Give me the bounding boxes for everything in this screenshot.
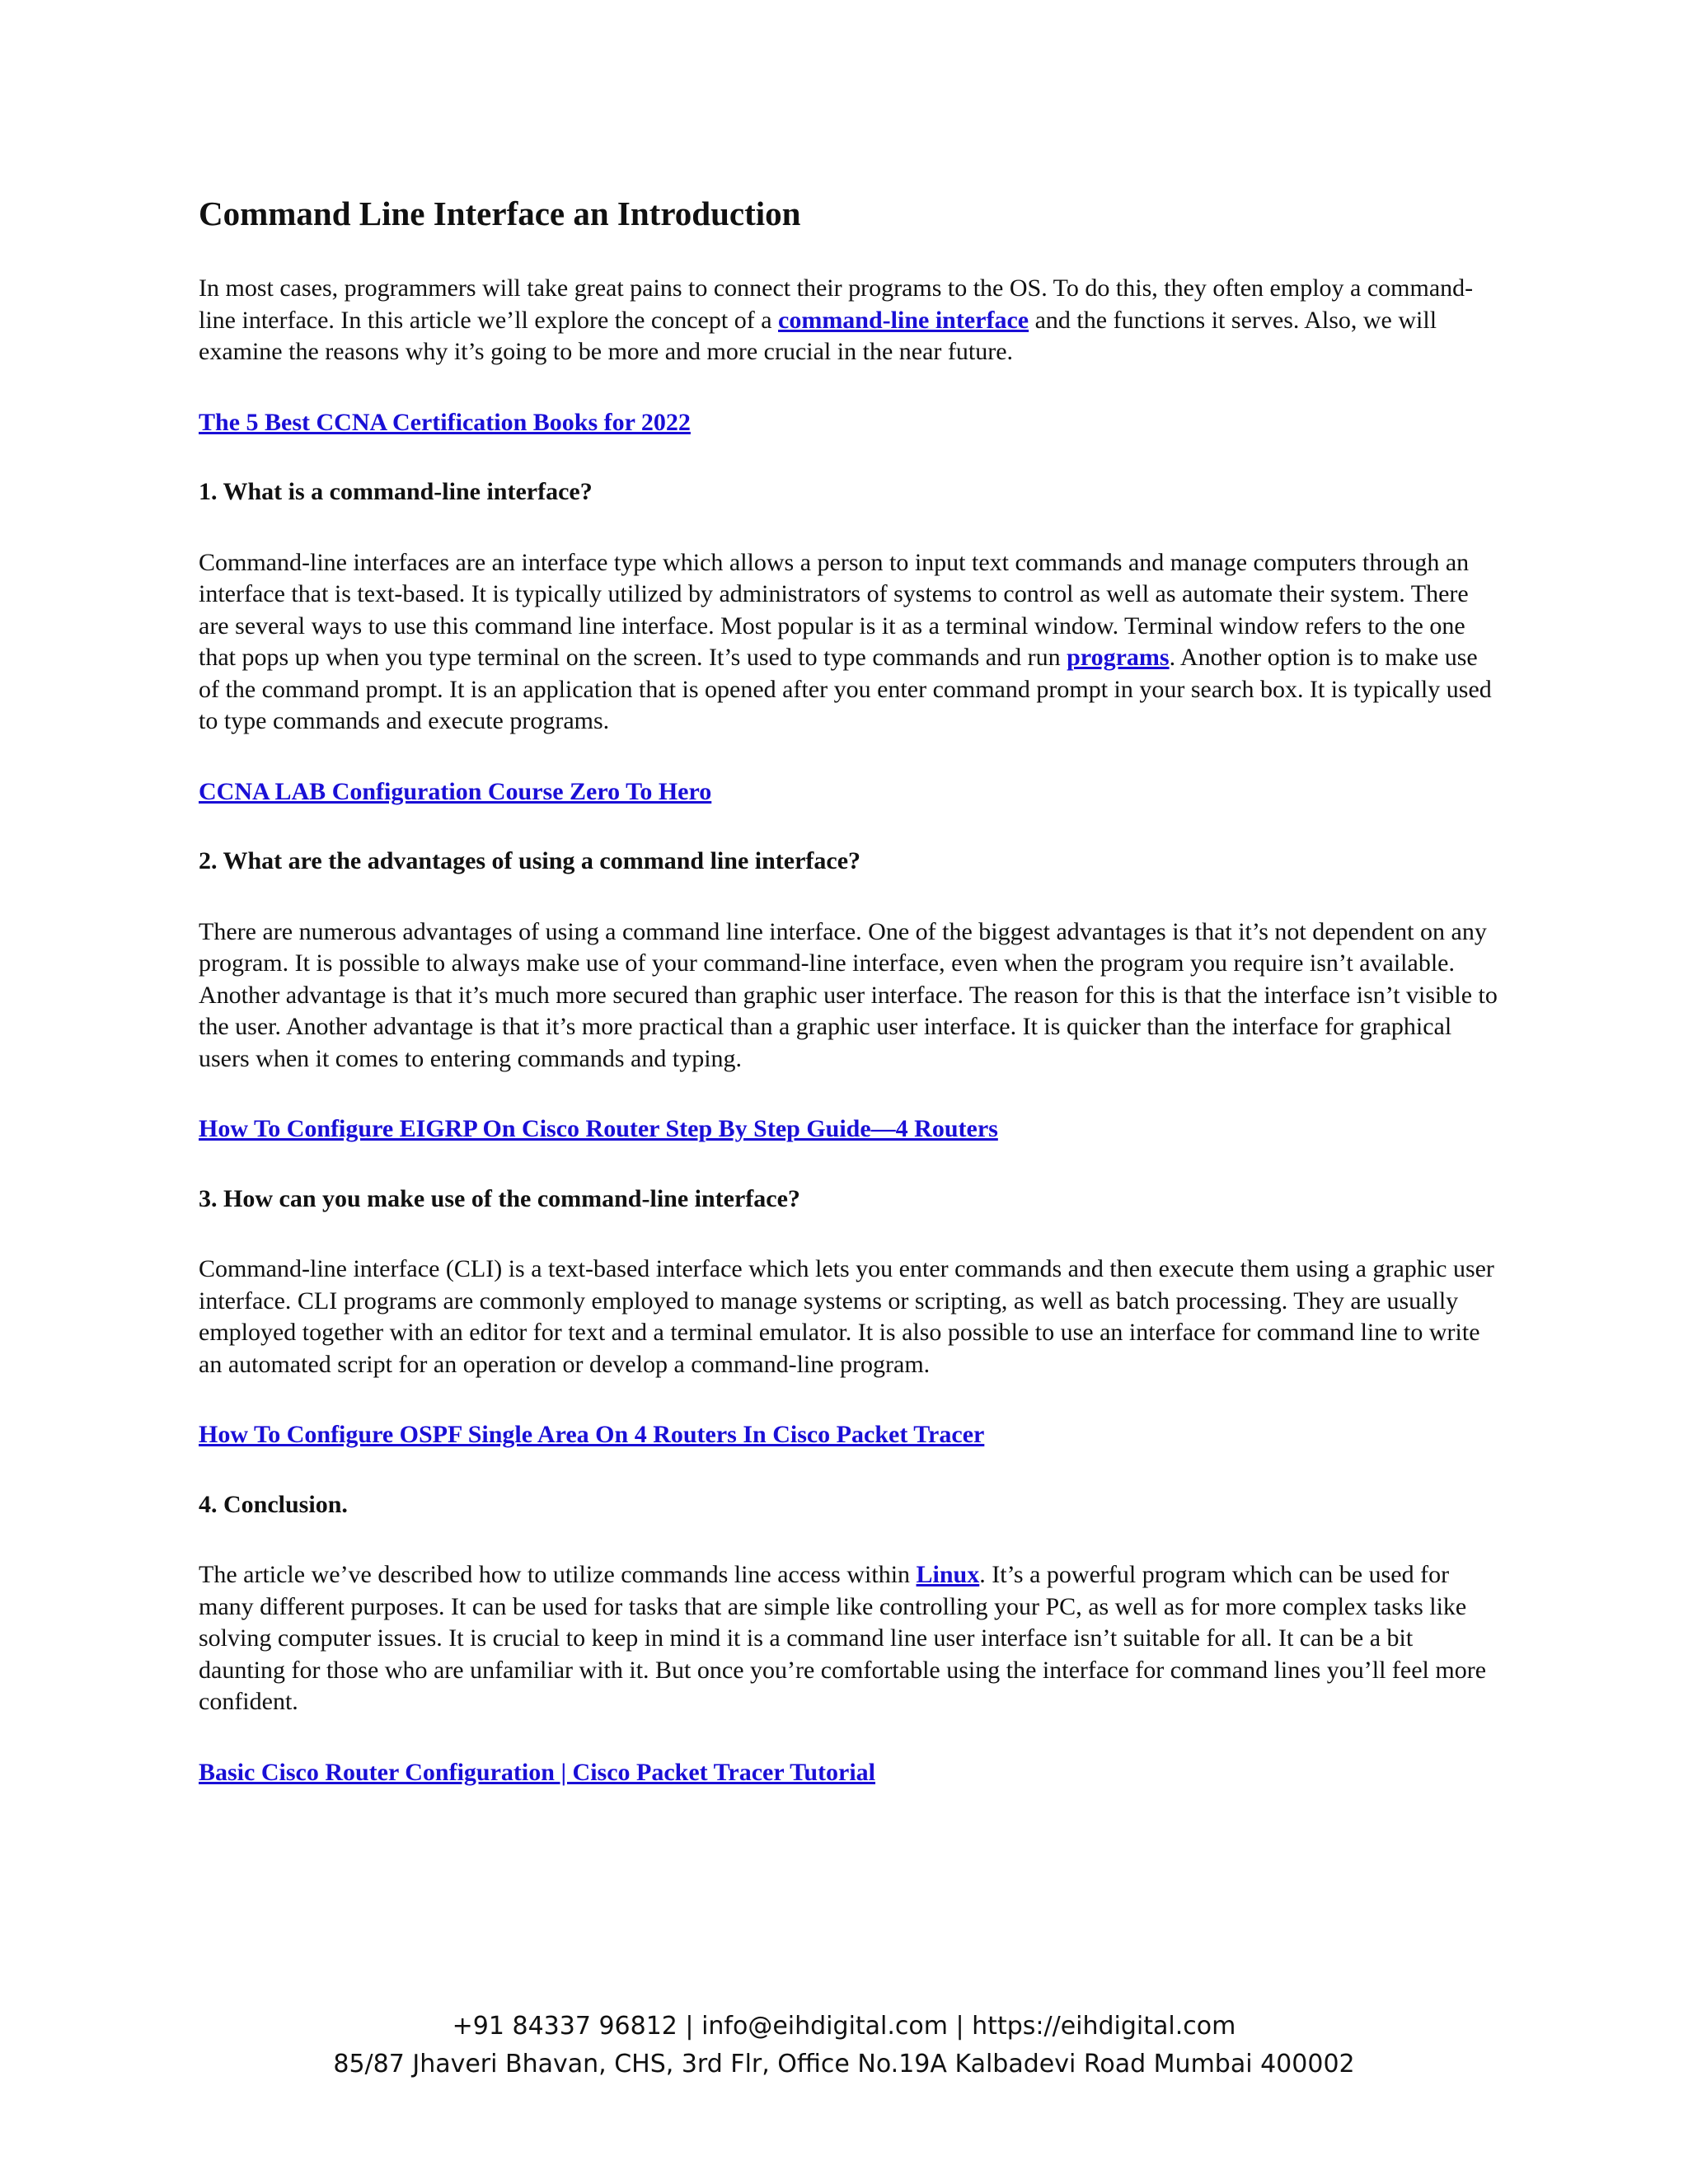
section-heading-4: 4. Conclusion. bbox=[199, 1490, 348, 1518]
intro-text-before: In most cases, programmers will take great pains to connect their programs to the OS. To do this, they often employ a command-line interface. In this article we’ll explore the concept of a bbox=[199, 274, 1474, 334]
section-heading-2: 2. What are the advantages of using a command line interface? bbox=[199, 847, 861, 875]
section-body-4 bbox=[199, 1559, 1501, 1718]
command-line-interface-link[interactable]: command-line interface bbox=[778, 306, 1029, 334]
footer-contact: +91 84337 96812 | info@eihdigital.com | https://eihdigital.com bbox=[452, 2012, 1236, 2041]
router-configuration-link[interactable]: Basic Cisco Router Configuration | Cisco Packet Tracer Tutorial bbox=[199, 1758, 876, 1786]
ccna-lab-course-link[interactable]: CCNA LAB Configuration Course Zero To Hero bbox=[199, 777, 712, 805]
section-1-text-before: Command-line interfaces are an interface type which allows a person to input text commands and manage computers through an interface that is text-based. It is typically utilized by administrators of systems to control as well as automate their system. There are several ways to use this command line interface. Most popular is it as a terminal window. Terminal window refers to the one that pops up when you type terminal on the screen. It’s used to type commands and run bbox=[199, 548, 1470, 672]
section-4-text-before: The article we’ve described how to utilize commands line access within bbox=[199, 1561, 917, 1589]
intro-text-after: and the functions it serves. Also, we will examine the reasons why it’s going to be more and more crucial in the near future. bbox=[199, 306, 1437, 366]
programs-link[interactable]: programs bbox=[1067, 644, 1170, 672]
article bbox=[199, 194, 1501, 1826]
section-4-text-after: . It’s a powerful program which can be used for many different purposes. It can be used for tasks that are simple like controlling your PC, as well as for more complex tasks like solving computer issues. It is crucial to keep in mind it is a command line user interface isn’t suitable for all. It can be a bit daunting for those who are unfamiliar with it. But once you’re comfortable using the interface for command lines you’ll feel more confident. bbox=[199, 1561, 1487, 1716]
section-heading-3: 3. How can you make use of the command-line interface? bbox=[199, 1184, 800, 1212]
ospf-guide-link[interactable]: How To Configure OSPF Single Area On 4 Routers In Cisco Packet Tracer bbox=[199, 1421, 985, 1449]
intro-paragraph bbox=[199, 273, 1501, 368]
page-title: Command Line Interface an Introduction bbox=[199, 194, 801, 232]
related-link-row bbox=[199, 1113, 1501, 1146]
footer-address: 85/87 Jhaveri Bhavan, CHS, 3rd Flr, Office No.19A Kalbadevi Road Mumbai 400002 bbox=[333, 2050, 1355, 2079]
related-link-row bbox=[199, 1419, 1501, 1451]
related-link-row bbox=[199, 776, 1501, 808]
related-link-row bbox=[199, 407, 1501, 439]
section-body-2: There are numerous advantages of using a command line interface. One of the biggest advantages is that it’s not dependent on any program. It is possible to always make use of your command-line interface, even when the program you require isn’t available. Another advantage is that it’s much more secured than graphic user interface. The reason for this is that the interface isn’t visible to the user. Another advantage is that it’s more practical than a graphic user interface. It is quicker than the interface for graphical users when it comes to entering commands and typing. bbox=[199, 917, 1498, 1072]
section-heading-1: 1. What is a command-line interface? bbox=[199, 478, 593, 506]
page-footer bbox=[0, 2008, 1688, 2083]
section-body-1 bbox=[199, 547, 1501, 738]
eigrp-guide-link[interactable]: How To Configure EIGRP On Cisco Router Step By Step Guide—4 Routers bbox=[199, 1115, 998, 1143]
section-1-text-after: . Another option is to make use of the command prompt. It is an application that is opened after you enter command prompt in your search box. It is typically used to type commands and execute programs. bbox=[199, 644, 1492, 735]
related-link-row bbox=[199, 1757, 1501, 1789]
ccna-books-link[interactable]: The 5 Best CCNA Certification Books for 2022 bbox=[199, 408, 691, 436]
section-body-3: Command-line interface (CLI) is a text-based interface which lets you enter commands and then execute them using a graphic user interface. CLI programs are commonly employed to manage systems or scripting, as well as batch processing. They are usually employed together with an editor for text and a terminal emulator. It is also possible to use an interface for command line to write an automated script for an operation or develop a command-line program. bbox=[199, 1255, 1494, 1378]
linux-link[interactable]: Linux bbox=[916, 1561, 980, 1589]
